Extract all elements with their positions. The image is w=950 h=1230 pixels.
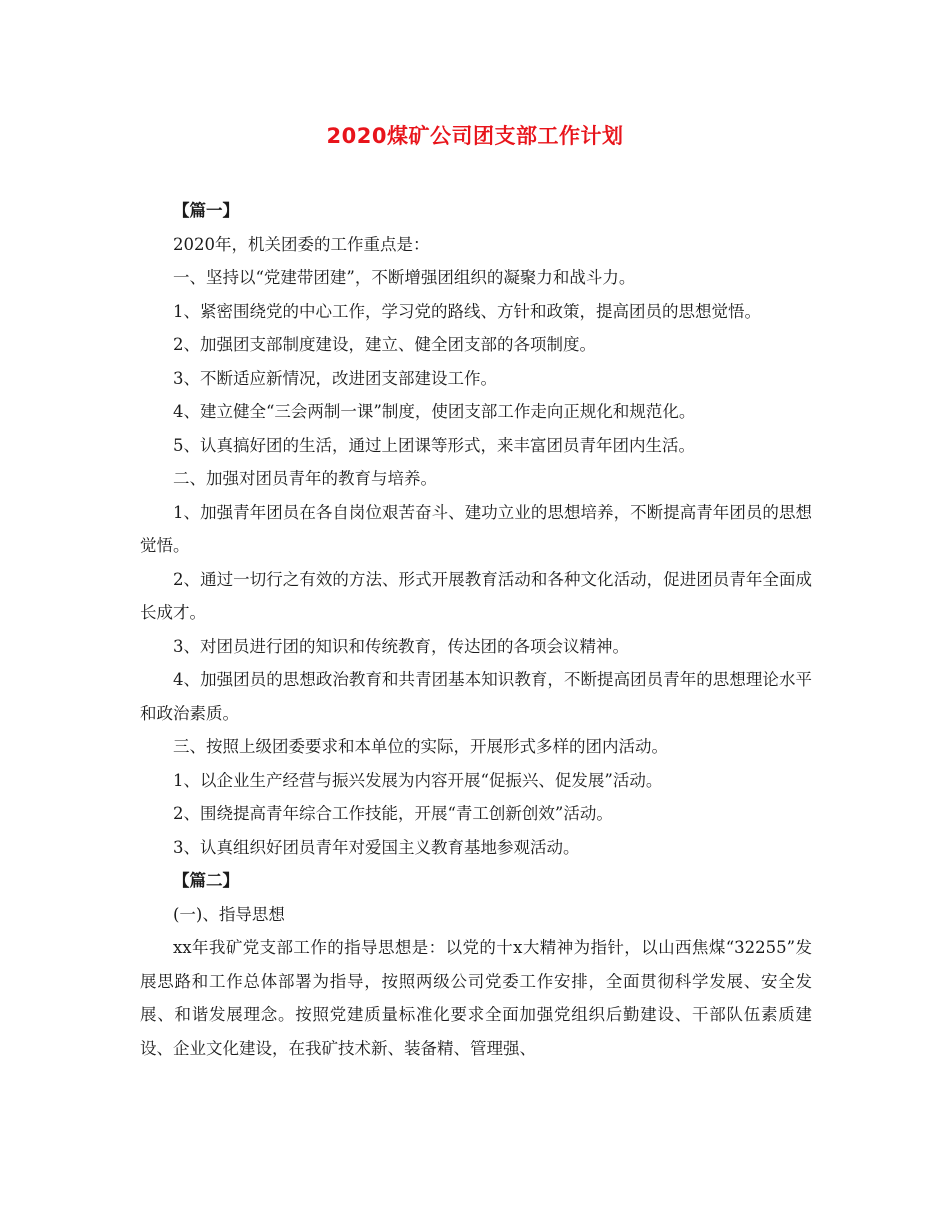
paragraph: 1、加强青年团员在各自岗位艰苦奋斗、建功立业的思想培养，不断提高青年团员的思想觉悟。 [140,502,812,555]
paragraph: 一、坚持以“党建带团建”，不断增强团组织的凝聚力和战斗力。 [173,268,636,287]
paragraph: 2、通过一切行之有效的方法、形式开展教育活动和各种文化活动，促进团员青年全面成长成才。 [140,569,812,622]
paragraph: 2、围绕提高青年综合工作技能，开展“青工创新创效”活动。 [173,804,613,823]
paragraph: 3、不断适应新情况，改进团支部建设工作。 [173,368,497,388]
paragraph: 2、加强团支部制度建设，建立、健全团支部的各项制度。 [173,335,596,354]
paragraph: 4、加强团员的思想政治教育和共青团基本知识教育，不断提高团员青年的思想理论水平和政治素质。 [140,670,812,723]
paragraph: 2020年，机关团委的工作重点是： [173,234,430,254]
paragraph: 三、按照上级团委要求和本单位的实际，开展形式多样的团内活动。 [173,737,668,756]
paragraph: 1、紧密围绕党的中心工作，学习党的路线、方针和政策，提高团员的思想觉悟。 [173,301,761,321]
paragraph: xx年我矿党支部工作的指导思想是：以党的十x大精神为指针，以山西焦煤“32255”发展思路和工作总体部署为指导，按照两级公司党委工作安排，全面贯彻科学发展、安全发展、和谐发展理念。按照党建质量标准化要求全面加强党组织后勤建设、干部队伍素质建设、企业文化建设，在我矿技术新、装备精、管理强、 [140,938,812,1058]
paragraph: 4、建立健全“三会两制一课”制度，使团支部工作走向正规化和规范化。 [173,402,696,421]
paragraph: 5、认真搞好团的生活，通过上团课等形式，来丰富团员青年团内生活。 [173,435,695,455]
paragraph: 【篇一】 [173,201,239,220]
paragraph: 1、以企业生产经营与振兴发展为内容开展“促振兴、促发展”活动。 [173,770,663,790]
paragraph: 【篇二】 [173,871,239,890]
paragraph: (一)、指导思想 [173,904,285,924]
document-title: 2020煤矿公司团支部工作计划 [326,124,624,148]
document-body [140,194,812,1065]
paragraph: 3、认真组织好团员青年对爱国主义教育基地参观活动。 [173,837,580,857]
paragraph: 3、对团员进行团的知识和传统教育，传达团的各项会议精神。 [173,636,629,656]
paragraph: 二、加强对团员青年的教育与培养。 [173,469,437,488]
